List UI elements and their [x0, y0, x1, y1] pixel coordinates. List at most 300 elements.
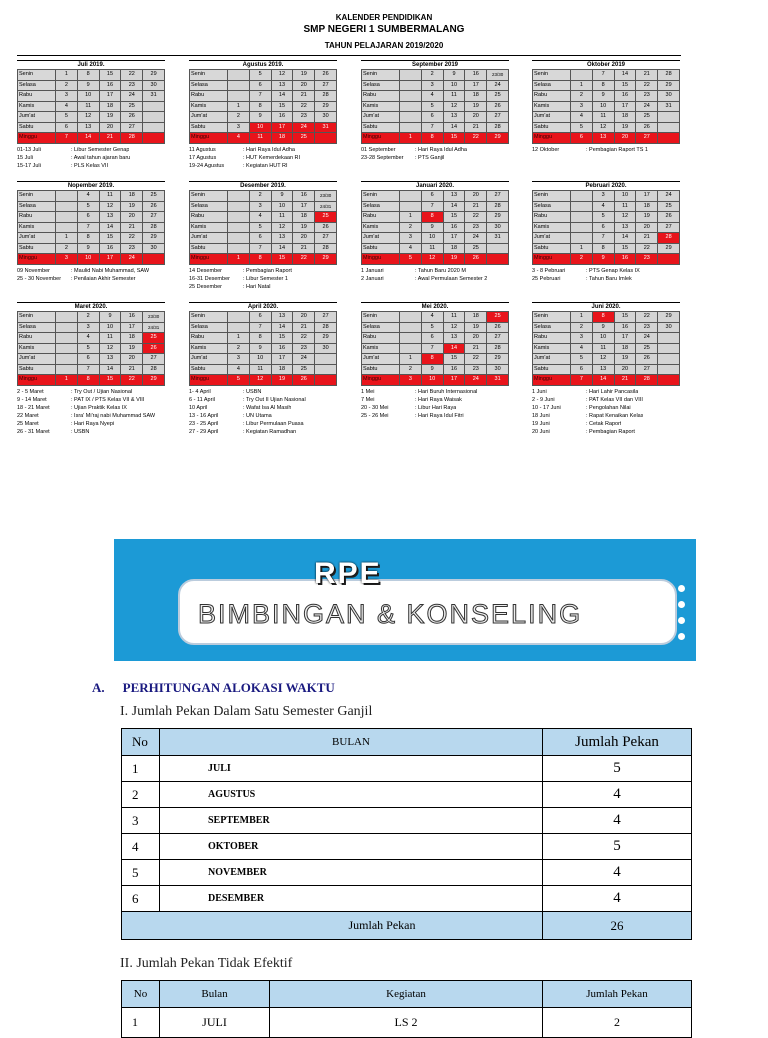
row-number: 1: [122, 756, 160, 782]
day-row: [18, 243, 165, 254]
day-row: [18, 312, 165, 323]
weeks-table: [121, 728, 692, 940]
date-cell: [658, 133, 680, 144]
date-cell: 14: [99, 364, 121, 375]
date-cell: 13: [443, 333, 465, 344]
date-cell: 14: [614, 233, 636, 244]
date-cell: [143, 254, 165, 265]
date-cell: [400, 312, 422, 323]
event-date: 1- 4 April: [189, 388, 211, 395]
day-label: Rabu: [533, 91, 571, 102]
day-label: Rabu: [362, 212, 400, 223]
date-cell: 11: [421, 243, 443, 254]
date-cell: [56, 333, 78, 344]
date-cell: 12: [443, 101, 465, 112]
day-label: Kamis: [190, 222, 228, 233]
event-item: [17, 267, 165, 275]
day-row: [533, 191, 680, 202]
date-cell: 30: [315, 343, 337, 354]
day-row: [18, 112, 165, 123]
table-row: [122, 860, 692, 886]
date-cell: 27: [315, 233, 337, 244]
event-item: [532, 388, 680, 396]
date-cell: 15: [614, 80, 636, 91]
date-cell: 17: [271, 122, 293, 133]
event-date: 1 Juni: [532, 388, 547, 395]
date-cell: 12: [249, 375, 271, 386]
date-cell: 10: [592, 333, 614, 344]
date-cell: 27: [143, 212, 165, 223]
date-cell: 9: [421, 364, 443, 375]
date-cell: 19: [121, 343, 143, 354]
date-cell: 5: [421, 322, 443, 333]
event-text: : Hari Raya Idul Adha: [415, 146, 467, 153]
event-date: 20 Juni: [532, 428, 550, 435]
day-label: Rabu: [190, 212, 228, 223]
date-cell: 3: [571, 101, 593, 112]
date-cell: 19: [614, 122, 636, 133]
date-cell: 25: [293, 133, 315, 144]
date-cell: 12: [592, 354, 614, 365]
day-row: [190, 80, 337, 91]
date-cell: [571, 201, 593, 212]
date-cell: 26: [293, 375, 315, 386]
event-date: 18 - 21 Maret: [17, 404, 50, 411]
day-row: [362, 80, 509, 91]
event-item: [361, 267, 509, 275]
day-row: [18, 70, 165, 81]
date-cell: 9: [77, 243, 99, 254]
event-date: 01-13 Juli: [17, 146, 41, 153]
event-date: 16-31 Desember: [189, 275, 230, 282]
date-cell: 24: [465, 375, 487, 386]
date-cell: 29: [658, 312, 680, 323]
date-cell: 12: [592, 122, 614, 133]
date-cell: 6: [249, 80, 271, 91]
date-cell: 27: [487, 112, 509, 123]
day-label: Jum'at: [362, 112, 400, 123]
date-cell: 21: [636, 233, 658, 244]
date-cell: 22: [121, 233, 143, 244]
event-text: : Libur Permulaan Puasa: [243, 420, 304, 427]
date-cell: 15: [271, 101, 293, 112]
date-cell: [56, 191, 78, 202]
event-text: : Libur Semester 1: [243, 275, 288, 282]
date-cell: 7: [421, 343, 443, 354]
day-row: [18, 122, 165, 133]
date-cell: 21: [99, 133, 121, 144]
date-cell: 19: [293, 222, 315, 233]
row-number: 2: [122, 782, 160, 808]
month-calendar: [17, 181, 165, 283]
date-cell: 3: [56, 254, 78, 265]
date-cell: 27: [143, 354, 165, 365]
date-cell: 18: [614, 112, 636, 123]
date-cell: 23: [293, 343, 315, 354]
date-cell: 4: [56, 101, 78, 112]
day-label: Rabu: [533, 212, 571, 223]
day-row: [190, 222, 337, 233]
event-item: [361, 275, 509, 283]
date-cell: 26: [143, 343, 165, 354]
event-text: : USBN: [71, 428, 90, 435]
date-cell: 13: [99, 212, 121, 223]
day-label: Sabtu: [18, 122, 56, 133]
date-cell: 8: [592, 312, 614, 323]
event-text: : Pengolahan Nilai: [586, 404, 631, 411]
date-cell: 1: [400, 212, 422, 223]
date-cell: 31: [487, 233, 509, 244]
date-cell: 17: [271, 354, 293, 365]
event-item: [532, 146, 680, 154]
event-text: : Libur Semester Genap: [71, 146, 130, 153]
date-cell: 16: [465, 70, 487, 81]
date-cell: [143, 101, 165, 112]
day-label: Senin: [190, 191, 228, 202]
date-cell: 9: [443, 70, 465, 81]
event-text: : Hari Natal: [243, 283, 271, 290]
event-item: [17, 154, 165, 162]
date-cell: 31: [487, 375, 509, 386]
date-cell: 19: [465, 322, 487, 333]
date-cell: 20: [293, 80, 315, 91]
date-cell: 11: [99, 191, 121, 202]
date-cell: 7: [249, 243, 271, 254]
date-cell: 13: [271, 80, 293, 91]
event-text: : Cetak Raport: [586, 420, 622, 427]
date-cell: 5: [77, 343, 99, 354]
date-cell: [571, 233, 593, 244]
month-calendar: [361, 302, 509, 420]
day-label: Kamis: [18, 101, 56, 112]
date-cell: 5: [77, 201, 99, 212]
event-item: [189, 428, 337, 436]
day-row: [190, 233, 337, 244]
event-text: : Rapat Kenaikan Kelas: [586, 412, 644, 419]
event-item: [189, 275, 337, 283]
day-row: [533, 222, 680, 233]
date-cell: [658, 333, 680, 344]
date-cell: [56, 322, 78, 333]
date-cell: 10: [421, 375, 443, 386]
date-cell: 20: [614, 133, 636, 144]
date-cell: 6: [421, 191, 443, 202]
month-name: JULI: [160, 756, 543, 782]
col-bulan: Bulan: [160, 981, 270, 1008]
day-label: Sabtu: [190, 243, 228, 254]
day-label: Minggu: [533, 133, 571, 144]
date-cell: 6: [56, 122, 78, 133]
date-cell: 26: [636, 122, 658, 133]
date-cell: 30: [658, 322, 680, 333]
calendar-title: KALENDER PENDIDIKAN: [335, 13, 433, 22]
event-date: 2 - 5 Maret: [17, 388, 44, 395]
day-label: Rabu: [18, 91, 56, 102]
month-title: Juni 2020.: [532, 302, 680, 311]
date-cell: 6: [249, 233, 271, 244]
date-cell: 11: [99, 333, 121, 344]
date-cell: 20: [99, 122, 121, 133]
date-cell: 19: [271, 375, 293, 386]
date-cell: 2: [400, 364, 422, 375]
date-cell: [228, 322, 250, 333]
event-text: : Try Out / Ujian Nasional: [71, 388, 133, 395]
week-count: 4: [543, 860, 692, 886]
day-row: [533, 375, 680, 386]
date-cell: 12: [443, 322, 465, 333]
month-calendar: [17, 60, 165, 170]
date-cell: 23: [121, 80, 143, 91]
date-cell: 29: [487, 133, 509, 144]
date-cell: 1: [228, 254, 250, 265]
date-cell: 29: [658, 80, 680, 91]
day-label: Rabu: [190, 333, 228, 344]
date-cell: 2: [228, 112, 250, 123]
date-cell: 4: [228, 364, 250, 375]
date-cell: 14: [271, 91, 293, 102]
date-cell: 4: [421, 91, 443, 102]
month-events: [361, 267, 509, 283]
date-cell: 19: [293, 70, 315, 81]
day-row: [533, 101, 680, 112]
day-row: [190, 364, 337, 375]
day-row: [190, 201, 337, 212]
week-count: 5: [543, 756, 692, 782]
date-cell: 25: [293, 364, 315, 375]
event-item: [17, 396, 165, 404]
month-name: AGUSTUS: [160, 782, 543, 808]
col-kegiatan: Kegiatan: [270, 981, 543, 1008]
day-row: [533, 233, 680, 244]
day-label: Rabu: [18, 212, 56, 223]
date-cell: 4: [249, 212, 271, 223]
day-row: [190, 70, 337, 81]
day-label: Senin: [362, 312, 400, 323]
date-cell: 17: [614, 333, 636, 344]
month-events: [17, 267, 165, 283]
date-cell: 15: [271, 254, 293, 265]
date-cell: 27: [658, 222, 680, 233]
event-item: [189, 162, 337, 170]
date-cell: 8: [421, 133, 443, 144]
event-item: [189, 420, 337, 428]
date-cell: [56, 222, 78, 233]
date-cell: 13: [443, 112, 465, 123]
date-cell: 29: [315, 333, 337, 344]
date-cell: 25: [636, 343, 658, 354]
month-calendar: [189, 181, 337, 291]
event-item: [189, 388, 337, 396]
date-cell: 10: [249, 122, 271, 133]
month-title: Nopember 2019.: [17, 181, 165, 190]
date-cell: 11: [249, 133, 271, 144]
date-cell: [400, 122, 422, 133]
day-label: Sabtu: [533, 122, 571, 133]
day-label: Jum'at: [362, 233, 400, 244]
day-label: Senin: [18, 70, 56, 81]
day-label: Jum'at: [533, 354, 571, 365]
date-cell: 26: [143, 201, 165, 212]
day-label: Jum'at: [190, 233, 228, 244]
event-item: [17, 404, 165, 412]
event-text: : Pembagian Raport: [243, 267, 292, 274]
month-calendar: [532, 302, 680, 436]
week-count: 4: [543, 808, 692, 834]
event-date: 22 Maret: [17, 412, 39, 419]
event-item: [532, 396, 680, 404]
date-cell: 27: [487, 191, 509, 202]
event-date: 6 - 11 April: [189, 396, 215, 403]
date-cell: 12: [271, 222, 293, 233]
date-cell: 20: [293, 233, 315, 244]
date-cell: 29: [143, 70, 165, 81]
date-cell: 29: [315, 254, 337, 265]
day-row: [18, 364, 165, 375]
date-cell: 2: [249, 191, 271, 202]
day-row: [533, 80, 680, 91]
date-cell: 15: [443, 354, 465, 365]
date-cell: 20: [614, 364, 636, 375]
date-cell: 15: [614, 312, 636, 323]
date-cell: 11: [614, 201, 636, 212]
date-cell: 9: [249, 112, 271, 123]
day-row: [190, 254, 337, 265]
month-events: [532, 388, 680, 436]
event-text: : PTS Genap Kelas IX: [586, 267, 640, 274]
date-cell: [315, 133, 337, 144]
date-cell: 10: [77, 91, 99, 102]
day-row: [362, 375, 509, 386]
date-cell: 21: [465, 122, 487, 133]
event-item: [17, 146, 165, 154]
day-label: Minggu: [362, 375, 400, 386]
date-cell: 3: [571, 333, 593, 344]
date-cell: 3: [228, 122, 250, 133]
day-label: Senin: [533, 312, 571, 323]
month-title: Januari 2020.: [361, 181, 509, 190]
row-number: 4: [122, 834, 160, 860]
date-cell: [400, 80, 422, 91]
date-cell: 17: [443, 233, 465, 244]
banner-subtitle: BIMBINGAN & KONSELING: [198, 599, 583, 629]
event-text: : Penilaian Akhir Semester: [71, 275, 136, 282]
day-row: [362, 312, 509, 323]
date-cell: 14: [271, 322, 293, 333]
date-cell: 25: [143, 191, 165, 202]
date-cell: 15: [443, 212, 465, 223]
date-cell: 19: [636, 212, 658, 223]
event-date: 25 Pebruari: [532, 275, 561, 282]
date-cell: 18: [443, 243, 465, 254]
date-cell: 24/31: [315, 201, 337, 212]
date-cell: 13: [271, 312, 293, 323]
date-cell: 9: [249, 343, 271, 354]
week-count: 4: [543, 782, 692, 808]
day-label: Kamis: [362, 343, 400, 354]
event-item: [532, 412, 680, 420]
date-cell: 4: [592, 201, 614, 212]
day-label: Kamis: [362, 101, 400, 112]
day-row: [533, 333, 680, 344]
event-text: : Try Out II Ujian Nasional: [243, 396, 306, 403]
date-cell: 18: [465, 91, 487, 102]
date-cell: 10: [443, 80, 465, 91]
date-cell: 16: [614, 91, 636, 102]
date-cell: 15: [99, 233, 121, 244]
date-cell: 14: [99, 222, 121, 233]
event-text: : UN Utama: [243, 412, 272, 419]
date-cell: 3: [77, 322, 99, 333]
event-date: 15-17 Juli: [17, 162, 41, 169]
date-cell: 26: [636, 354, 658, 365]
academic-year: TAHUN PELAJARAN 2019/2020: [324, 41, 444, 50]
month-name: JULI: [160, 1008, 270, 1038]
day-row: [190, 322, 337, 333]
event-text: : Pembagian Raport TS 1: [586, 146, 648, 153]
date-cell: 18: [271, 133, 293, 144]
day-row: [362, 191, 509, 202]
date-cell: 8: [77, 375, 99, 386]
date-cell: 28: [315, 243, 337, 254]
event-date: 17 Agustus: [189, 154, 217, 161]
date-cell: 17: [443, 375, 465, 386]
date-cell: 24: [487, 80, 509, 91]
date-cell: 29: [487, 354, 509, 365]
day-row: [362, 122, 509, 133]
date-cell: [658, 375, 680, 386]
event-item: [189, 146, 337, 154]
date-cell: 8: [77, 233, 99, 244]
date-cell: 24: [121, 254, 143, 265]
date-cell: 12: [99, 343, 121, 354]
month-name: NOVEMBER: [160, 860, 543, 886]
date-cell: 23/30: [143, 312, 165, 323]
event-item: [17, 420, 165, 428]
date-cell: 2: [571, 91, 593, 102]
event-text: : Hari Raya Idul Fitri: [415, 412, 464, 419]
date-cell: 5: [571, 122, 593, 133]
date-cell: [571, 212, 593, 223]
date-cell: 12: [77, 112, 99, 123]
date-cell: 6: [249, 312, 271, 323]
month-calendar: [361, 181, 509, 283]
event-item: [189, 283, 337, 291]
date-cell: [400, 70, 422, 81]
activity: LS 2: [270, 1008, 543, 1038]
date-cell: 6: [77, 354, 99, 365]
event-text: : Awal Permulaan Semester 2: [415, 275, 488, 282]
date-cell: 14: [443, 201, 465, 212]
date-cell: 1: [228, 101, 250, 112]
event-date: 23-28 September: [361, 154, 404, 161]
date-cell: 20: [121, 212, 143, 223]
day-label: Jum'at: [18, 112, 56, 123]
date-cell: 2: [421, 70, 443, 81]
day-label: Minggu: [190, 375, 228, 386]
date-cell: 19: [614, 354, 636, 365]
day-label: Senin: [533, 70, 571, 81]
event-date: 3 - 8 Pebruari: [532, 267, 566, 274]
day-row: [18, 254, 165, 265]
date-cell: 16: [271, 343, 293, 354]
date-cell: 8: [249, 254, 271, 265]
event-text: : Libur Hari Raya: [415, 404, 457, 411]
date-cell: 13: [99, 354, 121, 365]
event-date: 23 - 25 April: [189, 420, 219, 427]
event-item: [17, 162, 165, 170]
date-cell: 2: [228, 343, 250, 354]
date-cell: 28: [636, 375, 658, 386]
